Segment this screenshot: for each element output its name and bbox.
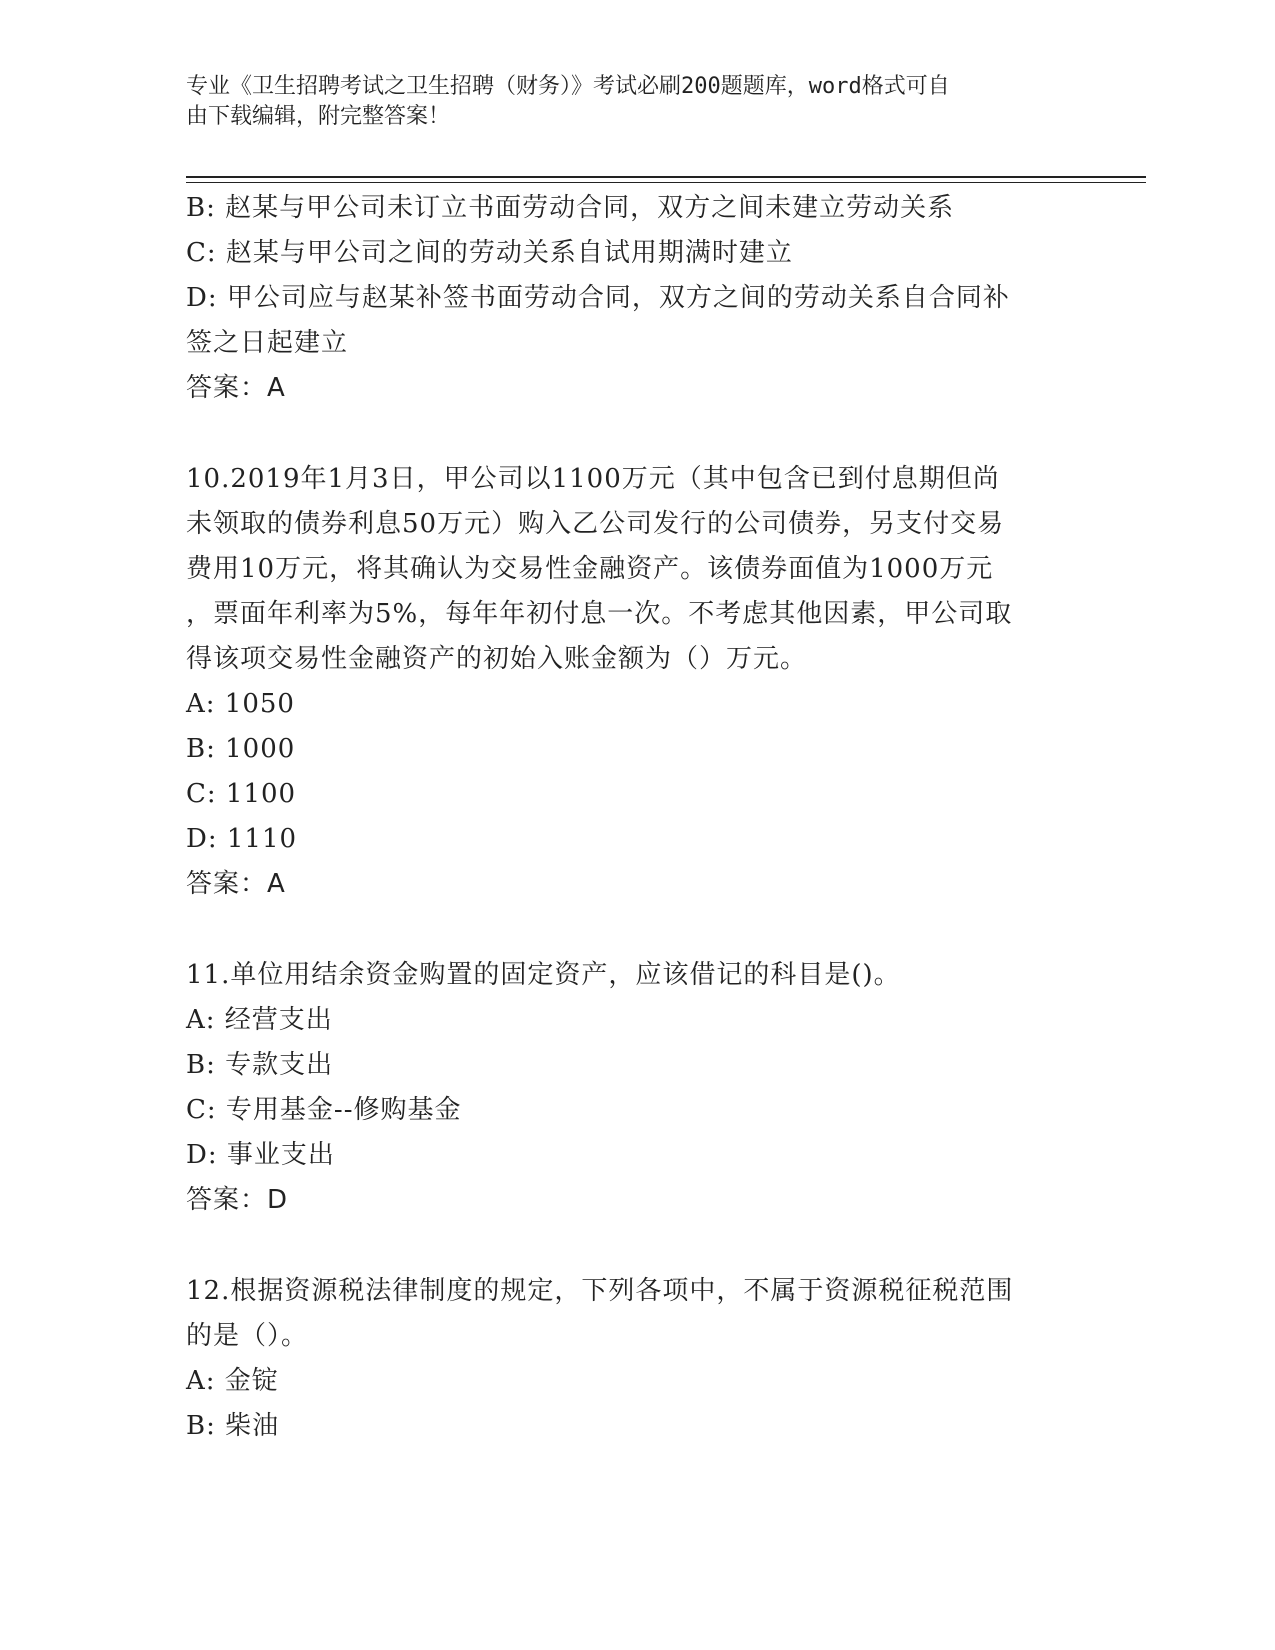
question-stem-line-2: 未领取的债券利息50万元）购入乙公司发行的公司债券，另支付交易: [186, 509, 1005, 539]
option-d-line-1: D: 甲公司应与赵某补签书面劳动合同，双方之间的劳动关系自合同补: [186, 283, 1010, 313]
option-d: D: 1110: [186, 824, 298, 854]
question-stem-line-2: 的是（）。: [186, 1321, 309, 1351]
header-rule-thick: [186, 176, 1146, 178]
document-body: [186, 186, 1076, 1449]
option-d: D: 事业支出: [186, 1140, 335, 1170]
question-stem-line-5: 得该项交易性金融资产的初始入账金额为（）万元。: [186, 644, 808, 674]
option-a: A: 金锭: [186, 1366, 279, 1396]
answer: 答案：D: [186, 1185, 289, 1215]
option-d-line-2: 签之日起建立: [186, 328, 349, 358]
header-line-1: 专业《卫生招聘考试之卫生招聘（财务）》考试必刷200题题库，word格式可自: [186, 74, 950, 99]
question-stem-line-4: ，票面年利率为5%，每年年初付息一次。不考虑其他因素，甲公司取: [186, 599, 1013, 629]
header-rule-thin: [186, 182, 1146, 183]
question-stem-line-3: 费用10万元，将其确认为交易性金融资产。该债券面值为1000万元: [186, 554, 994, 584]
spacer: [186, 907, 1076, 953]
question-10: [186, 457, 1076, 907]
option-c: C: 专用基金--修购基金: [186, 1095, 462, 1125]
option-a: A: 经营支出: [186, 1005, 333, 1035]
option-c: C: 赵某与甲公司之间的劳动关系自试用期满时建立: [186, 238, 793, 268]
document-header: [186, 72, 1056, 132]
option-b: B: 柴油: [186, 1411, 280, 1441]
option-b: B: 赵某与甲公司未订立书面劳动合同，双方之间未建立劳动关系: [186, 193, 955, 223]
question-stem: 11.单位用结余资金购置的固定资产，应该借记的科目是()。: [186, 960, 901, 990]
answer: 答案：A: [186, 869, 286, 899]
header-line-2: 由下载编辑，附完整答案！: [186, 104, 451, 129]
spacer: [186, 411, 1076, 457]
question-stem-line-1: 10.2019年1月3日，甲公司以1100万元（其中包含已到付息期但尚: [186, 464, 1000, 494]
question-9-tail: [186, 186, 1076, 411]
option-a: A: 1050: [186, 689, 295, 719]
question-stem-line-1: 12.根据资源税法律制度的规定，下列各项中，不属于资源税征税范围: [186, 1276, 1014, 1306]
spacer: [186, 1223, 1076, 1269]
option-b: B: 专款支出: [186, 1050, 334, 1080]
option-c: C: 1100: [186, 779, 297, 809]
question-12: [186, 1269, 1076, 1449]
option-b: B: 1000: [186, 734, 296, 764]
answer: 答案：A: [186, 373, 286, 403]
question-11: [186, 953, 1076, 1223]
